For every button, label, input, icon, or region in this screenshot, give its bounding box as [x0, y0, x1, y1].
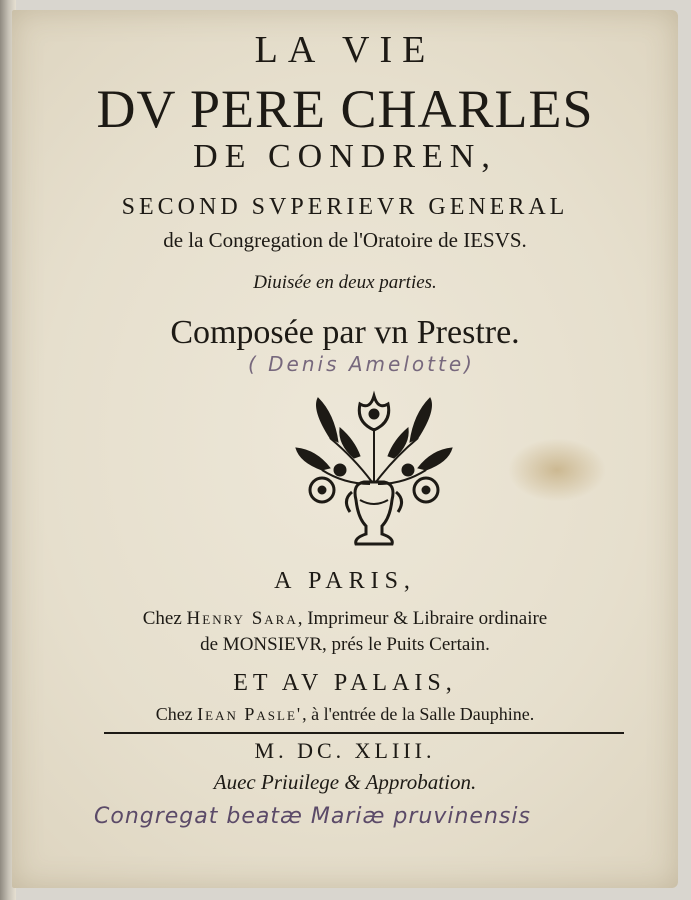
subtitle-congregation: de la Congregation de l'Oratoire de IESVS.: [163, 228, 527, 252]
imprint-printer-line: [12, 608, 678, 630]
flower-vase-ornament-icon: [294, 388, 454, 556]
imprint-address: de MONSIEVR, prés le Puits Certain.: [200, 634, 490, 655]
imprint-printer-suffix: , Imprimeur & Libraire ordinaire: [297, 608, 548, 629]
title-page: [12, 10, 678, 888]
author-line: Composée par vn Prestre.: [170, 314, 520, 351]
imprint-seller-line: [12, 704, 678, 725]
privilege-line: Auec Priuilege & Approbation.: [213, 770, 477, 794]
imprint-year: M. DC. XLIII.: [254, 738, 436, 763]
handwritten-provenance-inscription: Congregat beatæ Mariæ pruvinensis: [94, 804, 531, 829]
printer-name: Henry Sara: [186, 608, 298, 629]
handwritten-author-note: ( Denis Amelotte): [248, 352, 475, 376]
imprint-printer-prefix: Chez: [142, 608, 187, 629]
imprint-seller-suffix: , à l'entrée de la Salle Dauphine.: [302, 704, 535, 724]
imprint-palais: ET AV PALAIS,: [233, 670, 457, 696]
subtitle-parties: Diuisée en deux parties.: [253, 272, 437, 293]
horizontal-rule: [104, 732, 624, 734]
title-line-condren: DE CONDREN,: [193, 138, 497, 175]
imprint-seller-prefix: Chez: [155, 704, 198, 724]
title-line-la-vie: LA VIE: [254, 29, 436, 71]
title-line-pere-charles: DV PERE CHARLES: [96, 79, 594, 139]
subtitle-superieur: SECOND SVPERIEVR GENERAL: [121, 194, 569, 220]
seller-name: Iean Pasle': [197, 704, 303, 724]
imprint-place: A PARIS,: [274, 568, 416, 594]
